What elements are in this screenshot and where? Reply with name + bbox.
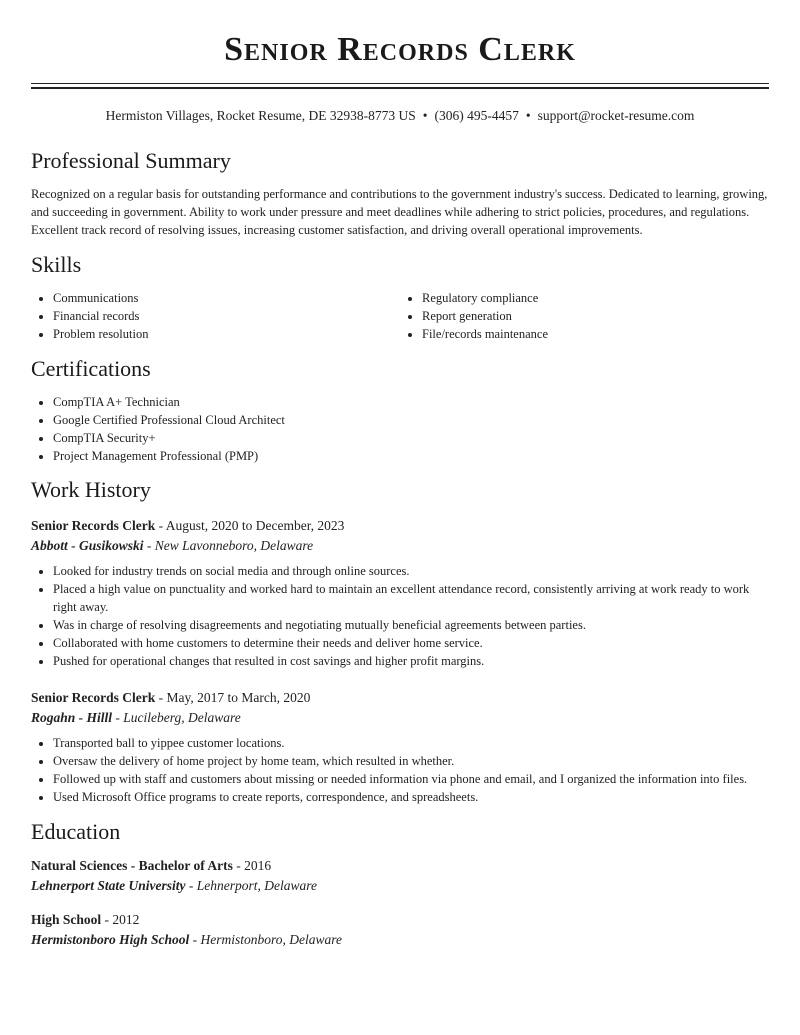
job-title-line (31, 688, 769, 707)
skill-item: • Problem resolution (53, 325, 400, 343)
contact-separator: • (422, 108, 428, 123)
degree-line (31, 856, 769, 875)
contact-phone: (306) 495-4457 (434, 108, 519, 123)
school-line (31, 930, 769, 949)
contact-line (31, 106, 769, 126)
job-bullet: • Transported ball to yippee customer locations. (53, 734, 769, 752)
job-dates: - August, 2020 to December, 2023 (155, 518, 345, 533)
job-bullets (31, 734, 769, 806)
degree-name: Natural Sciences - Bachelor of Arts (31, 858, 233, 873)
summary-section (31, 147, 769, 239)
certifications-section (31, 355, 769, 465)
job-bullet: • Used Microsoft Office programs to create reports, correspondence, and spreadsheets. (53, 788, 769, 806)
summary-heading: Professional Summary (31, 148, 231, 173)
skills-list-left (31, 289, 400, 343)
resume-name: Senior Records Clerk (224, 31, 576, 68)
job-bullet: • Was in charge of resolving disagreements and negotiating mutually beneficial agreements between parties. (53, 616, 769, 634)
job-title-line (31, 516, 769, 535)
certifications-heading: Certifications (31, 356, 151, 381)
skills-heading: Skills (31, 252, 82, 277)
certification-item: • CompTIA Security+ (53, 429, 769, 447)
job-employer: Rogahn - Hilll (31, 710, 113, 725)
certification-item: • CompTIA A+ Technician (53, 393, 769, 411)
school-name: Lehnerport State University (31, 878, 186, 893)
degree-year: - 2016 (232, 858, 272, 873)
school-location: - Hermistonboro, Delaware (189, 932, 343, 947)
degree-year: - 2012 (101, 912, 140, 927)
job-bullets (31, 562, 769, 670)
certifications-list (31, 393, 769, 465)
degree-name: High School (31, 912, 102, 927)
skill-item: • File/records maintenance (422, 325, 769, 343)
school-line (31, 876, 769, 895)
job-employer-line (31, 708, 769, 727)
job-bullet: • Oversaw the delivery of home project by home team, which resulted in whether. (53, 752, 769, 770)
degree-line (31, 910, 769, 929)
skill-item: • Financial records (53, 307, 400, 325)
job-title: Senior Records Clerk (31, 518, 156, 533)
job-bullet: • Placed a high value on punctuality and worked hard to maintain an excellent attendance record, consistently arriving at work ready to work right away. (53, 580, 769, 616)
job-employer: Abbott - Gusikowski (31, 538, 144, 553)
summary-text: Recognized on a regular basis for outstanding performance and contributions to the government industry's success. Dedicated to learning, growing, and succeeding in government. Ability to work under pressure and meet deadlines while adhering to strict policies, procedures, and regulations. Excellent track record of resolving issues, increasing customer satisfaction, and driving overall operational improvements. (31, 187, 768, 237)
school-location: - Lehnerport, Delaware (185, 878, 317, 893)
job-entry (31, 516, 769, 670)
school-name: Hermistonboro High School (31, 932, 190, 947)
work-history-heading: Work History (31, 477, 151, 502)
header-rule-thick (31, 87, 769, 89)
job-bullet: • Pushed for operational changes that resulted in cost savings and higher profit margins. (53, 652, 769, 670)
education-entry (31, 910, 769, 949)
contact-separator: • (525, 108, 531, 123)
job-location: - New Lavonneboro, Delaware (143, 538, 314, 553)
skills-columns (31, 289, 769, 343)
job-bullet: • Collaborated with home customers to determine their needs and deliver home service. (53, 634, 769, 652)
job-dates: - May, 2017 to March, 2020 (155, 690, 311, 705)
job-bullet: • Followed up with staff and customers about missing or needed information via phone and email, and I organized the information into files. (53, 770, 769, 788)
certification-item: • Project Management Professional (PMP) (53, 447, 769, 465)
work-history-section (31, 476, 769, 806)
skill-item: • Communications (53, 289, 400, 307)
job-entry (31, 688, 769, 806)
skills-list-right (400, 289, 769, 343)
header-rule-thin (31, 83, 769, 84)
education-entry (31, 856, 769, 895)
job-bullet: • Looked for industry trends on social media and through online sources. (53, 562, 769, 580)
education-heading: Education (31, 819, 121, 844)
job-employer-line (31, 536, 769, 555)
job-title: Senior Records Clerk (31, 690, 156, 705)
skill-item: • Regulatory compliance (422, 289, 769, 307)
job-location: - Lucileberg, Delaware (112, 710, 241, 725)
contact-email: support@rocket-resume.com (537, 108, 695, 123)
education-section (31, 818, 769, 949)
skill-item: • Report generation (422, 307, 769, 325)
contact-address: Hermiston Villages, Rocket Resume, DE 32938-8773 US (105, 108, 416, 123)
skills-section (31, 251, 769, 343)
certification-item: • Google Certified Professional Cloud Architect (53, 411, 769, 429)
